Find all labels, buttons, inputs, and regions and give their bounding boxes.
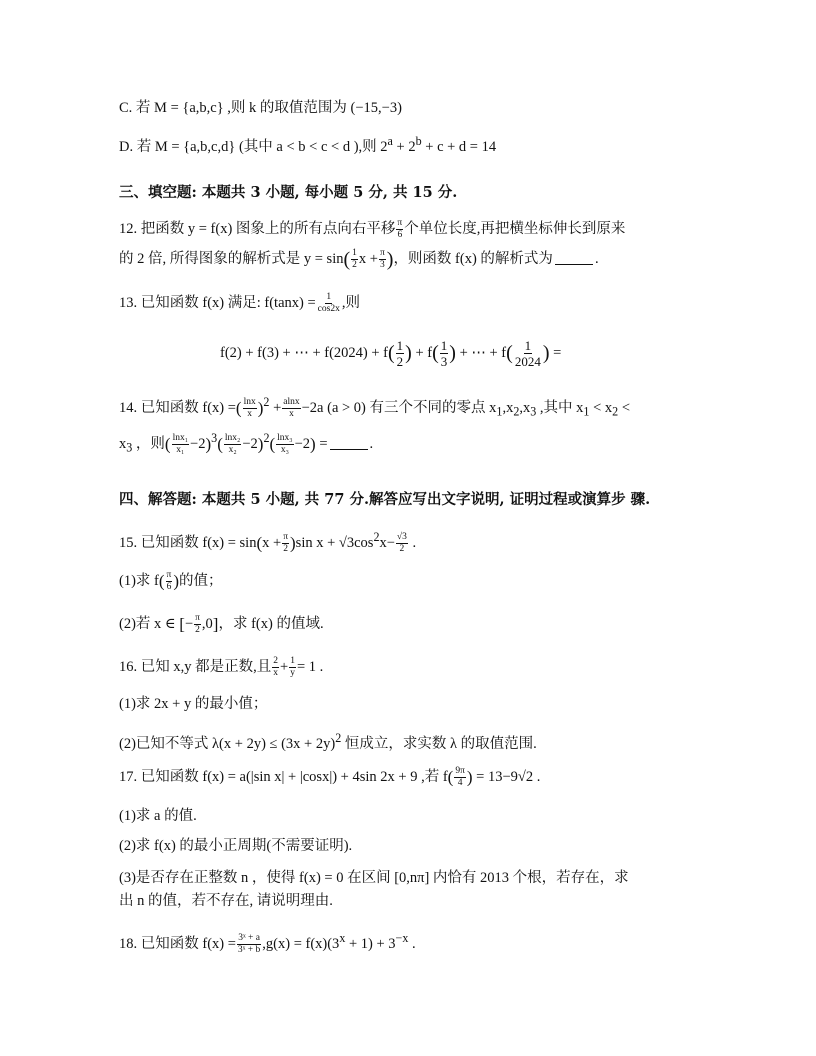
section-4-title: 四、解答题: 本题共 5 小题, 共 77 分.解答应写出文字说明, 证明过程或演算步 骤. xyxy=(119,491,651,508)
q13-eq: = xyxy=(553,344,562,361)
frac-den: 2 xyxy=(396,354,404,369)
paren-open: ( xyxy=(343,248,351,271)
frac-num: 1 xyxy=(524,338,532,353)
frac-den: 3 xyxy=(440,354,448,369)
q14-x3: x xyxy=(119,435,127,452)
q15-text-b: sin x + √3cos xyxy=(295,534,374,551)
frac-num: 2 xyxy=(273,656,278,666)
minus-two: −2 xyxy=(190,435,206,452)
paren-close: ) xyxy=(257,398,264,418)
paren-close: ) xyxy=(449,342,456,364)
q14-text-c: ,其中 x xyxy=(536,399,584,416)
q15-text-c: x− xyxy=(379,534,395,551)
interval-end: ,0 xyxy=(201,615,213,632)
frac-den: x xyxy=(247,409,253,419)
paren-close: ) xyxy=(466,767,473,787)
frac-num: 9π xyxy=(455,766,465,776)
paren-open: ( xyxy=(269,434,276,454)
fraction-1-cos2x xyxy=(317,292,341,315)
frac-den: 2 xyxy=(399,544,405,554)
fraction-1-2 xyxy=(396,338,405,369)
fraction-9pi-4 xyxy=(454,766,466,789)
q16-part2 xyxy=(119,728,537,754)
q15-p1-text: (1)求 f xyxy=(119,572,159,589)
q15-part2 xyxy=(119,613,324,636)
fraction-sqrt3-2 xyxy=(396,532,408,555)
frac-den: 2024 xyxy=(514,354,541,369)
q18-text-a: 18. 已知函数 f(x) = xyxy=(119,935,236,952)
q16-part1: (1)求 2x + y 的最小值； xyxy=(119,696,268,712)
frac-den: 2 xyxy=(352,260,357,270)
q17-part2: (2)求 f(x) 的最小正周期(不需要证明). xyxy=(119,838,353,854)
option-d-exp-b: b xyxy=(415,134,422,148)
paren-open: ( xyxy=(447,767,454,787)
frac-den: 2 xyxy=(195,625,200,635)
frac-den: 4 xyxy=(457,778,463,788)
frac-num: 3ˣ + a xyxy=(238,933,261,943)
exponent: 2 xyxy=(335,731,342,745)
q15-x-plus: x + xyxy=(262,534,282,551)
section-3-title: 三、填空题: 本题共 3 小题, 每小题 5 分, 共 15 分. xyxy=(119,184,458,201)
minus-two: −2 xyxy=(242,435,258,452)
q16-plus: + xyxy=(280,658,289,675)
paren-open: ( xyxy=(158,571,165,591)
exponent: −x xyxy=(395,931,409,945)
exponent: 2 xyxy=(263,431,270,445)
frac-den: cos2x xyxy=(317,304,340,314)
frac-num: 1 xyxy=(396,338,404,353)
q14-lt: < x xyxy=(589,399,613,416)
frac-den: 2 xyxy=(283,544,288,554)
q12-line1 xyxy=(119,218,625,241)
fraction-pi-2 xyxy=(282,532,289,555)
frac-den: 3 xyxy=(379,260,385,270)
frac-num: 1 xyxy=(290,656,295,666)
q12-text-c: 的 2 倍, 所得图象的解析式是 y = sin xyxy=(119,250,344,267)
q16-line1 xyxy=(119,656,323,679)
q12-end: . xyxy=(594,250,599,267)
paren-open: ( xyxy=(432,342,439,364)
fraction-pi-6 xyxy=(396,218,403,241)
subscript: 1 xyxy=(583,404,590,419)
frac-den: 6 xyxy=(166,582,172,592)
q15-p2-text: (2)若 x ∈ xyxy=(119,615,176,632)
subscript: 1 xyxy=(496,404,503,419)
frac-den: x xyxy=(273,668,278,678)
q13-dots: + ⋯ + f xyxy=(459,344,507,361)
q18-end: . xyxy=(408,935,416,952)
paren-close: ) xyxy=(405,342,412,364)
q12-line2 xyxy=(119,248,599,271)
q15-part1 xyxy=(119,570,223,593)
exponent: 2 xyxy=(263,395,270,409)
option-d-exp-a: a xyxy=(387,134,393,148)
option-d-tail: + c + d = 14 xyxy=(421,138,497,155)
q14-end: . xyxy=(369,435,374,452)
frac-den: y xyxy=(290,668,295,678)
q13-plus: + f xyxy=(415,344,433,361)
frac-den: x₂ xyxy=(228,445,237,455)
q12-x-plus: x + xyxy=(358,250,378,267)
q17-line1 xyxy=(119,766,540,789)
paren-open: ( xyxy=(506,342,513,364)
fraction-half xyxy=(351,248,358,271)
frac-num: π xyxy=(283,532,288,542)
q12-text-b: 个单位长度,再把横坐标伸长到原来 xyxy=(404,220,626,237)
frac-num: 1 xyxy=(440,338,448,353)
frac-num: π xyxy=(379,248,385,258)
subscript: 2 xyxy=(612,404,619,419)
q14-comma: ,x xyxy=(502,399,514,416)
q15-p2-tail: ，求 f(x) 的值域. xyxy=(218,615,324,632)
q14-text-d: < xyxy=(618,399,630,416)
q17-text-b: = 13−9√2 . xyxy=(476,768,541,785)
frac-den: 6 xyxy=(397,230,403,240)
fraction-pi-2 xyxy=(194,613,201,636)
fraction-1-2024 xyxy=(514,338,542,369)
exponent: 2 xyxy=(373,530,380,544)
paren-close: ) xyxy=(542,342,550,364)
q15-line1 xyxy=(119,527,416,555)
q13-line1 xyxy=(119,292,360,315)
fraction-lnx2-x2 xyxy=(224,433,241,456)
q13-text-b: ,则 xyxy=(341,294,360,311)
subscript: 3 xyxy=(126,440,133,455)
paren-close: ) xyxy=(257,434,264,454)
q15-p1-tail: 的值； xyxy=(179,572,223,589)
frac-num: √3 xyxy=(396,532,407,542)
q18-line1 xyxy=(119,928,416,956)
frac-num: 1 xyxy=(352,248,357,258)
frac-num: lnx₂ xyxy=(224,433,241,443)
q14-line1 xyxy=(119,392,630,422)
paren-open: ( xyxy=(388,342,395,364)
q14-comma: ,x xyxy=(519,399,531,416)
q16-text-b: = 1 . xyxy=(296,658,324,675)
exponent: x xyxy=(339,931,346,945)
option-c: C. 若 M = {a,b,c} ,则 k 的取值范围为 (−15,−3) xyxy=(119,100,402,116)
q12-text-a: 12. 把函数 y = f(x) 图象上的所有点向右平移 xyxy=(119,220,396,237)
q16-p2-text: (2)已知不等式 λ(x + 2y) ≤ (3x + 2y) xyxy=(119,735,336,752)
fraction-q18 xyxy=(237,933,261,956)
q13-expr-a: f(2) + f(3) + ⋯ + f(2024) + f xyxy=(220,344,388,361)
paren-open: ( xyxy=(256,533,263,553)
frac-den: 3ˣ + b xyxy=(237,945,261,955)
q18-text-b: ,g(x) = f(x)(3 xyxy=(262,935,340,952)
q15-end: . xyxy=(408,534,417,551)
q18-text-c: + 1) + 3 xyxy=(345,935,396,952)
subscript: 3 xyxy=(530,404,537,419)
bracket-open: [ xyxy=(179,614,185,634)
q14-plus: + xyxy=(273,399,282,416)
minus-two: −2 xyxy=(294,435,311,452)
option-d xyxy=(119,131,496,157)
frac-den: x xyxy=(289,409,294,419)
paren-close: ) xyxy=(205,434,212,454)
answer-blank xyxy=(330,435,368,450)
q14-text-e: ，则 xyxy=(132,435,165,452)
q14-line2 xyxy=(119,428,373,458)
q16-p2-tail: 恒成立，求实数 λ 的取值范围. xyxy=(341,735,537,752)
frac-num: π xyxy=(195,613,200,623)
q17-text-a: 17. 已知函数 f(x) = a(|sin x| + |cosx|) + 4sin 2x + 9 ,若 f xyxy=(119,768,448,785)
paren-close: ) xyxy=(386,248,394,271)
fraction-pi-6 xyxy=(166,570,173,593)
fraction-pi-3 xyxy=(379,248,386,271)
frac-num: alnx xyxy=(283,397,300,407)
q17-part3-line2: 出 n 的值，若不存在, 请说明理由. xyxy=(119,893,333,909)
q13-expression xyxy=(220,338,561,369)
option-d-text: D. 若 M = {a,b,c,d} (其中 a < b < c < d ),则 2 xyxy=(119,138,388,155)
paren-close: ) xyxy=(310,434,316,454)
frac-num: lnx xyxy=(243,397,256,407)
q14-eq: = xyxy=(319,435,328,452)
frac-den: x₃ xyxy=(280,445,289,455)
q16-text-a: 16. 已知 x,y 都是正数,且 xyxy=(119,658,272,675)
frac-num: 1 xyxy=(326,292,332,302)
q14-text-a: 14. 已知函数 f(x) = xyxy=(119,399,236,416)
q12-text-d: ，则函数 f(x) 的解析式为 xyxy=(393,250,553,267)
fraction-1-y xyxy=(289,656,296,679)
exponent: 3 xyxy=(211,431,218,445)
q13-text-a: 13. 已知函数 f(x) 满足: f(tanx) = xyxy=(119,294,316,311)
paren-close: ) xyxy=(290,533,296,553)
answer-blank xyxy=(555,250,593,265)
fraction-1-3 xyxy=(440,338,449,369)
paren-open: ( xyxy=(217,434,223,454)
fraction-lnx3-x3 xyxy=(276,433,293,456)
frac-num: lnx₃ xyxy=(277,433,293,443)
fraction-alnx-x xyxy=(282,397,300,420)
frac-den: x₁ xyxy=(176,445,185,455)
frac-num: π xyxy=(166,570,172,580)
option-d-plus: + 2 xyxy=(392,138,416,155)
q17-part1: (1)求 a 的值. xyxy=(119,808,197,824)
fraction-2-x xyxy=(272,656,279,679)
subscript: 2 xyxy=(513,404,520,419)
paren-open: ( xyxy=(164,434,171,454)
minus-sign: − xyxy=(184,615,194,632)
q17-part3-line1: (3)是否存在正整数 n ，使得 f(x) = 0 在区间 [0,nπ] 内恰有 2013 个根，若存在，求 xyxy=(119,870,629,886)
bracket-close: ] xyxy=(212,614,219,634)
paren-close: ) xyxy=(173,571,180,591)
fraction-lnx1-x1 xyxy=(172,433,189,456)
fraction-lnx-x xyxy=(243,397,257,420)
paren-open: ( xyxy=(235,398,242,418)
frac-num: lnx₁ xyxy=(172,433,189,443)
frac-num: π xyxy=(397,218,403,228)
q15-text-a: 15. 已知函数 f(x) = sin xyxy=(119,534,257,551)
q14-text-b: −2a (a > 0) 有三个不同的零点 x xyxy=(301,399,497,416)
